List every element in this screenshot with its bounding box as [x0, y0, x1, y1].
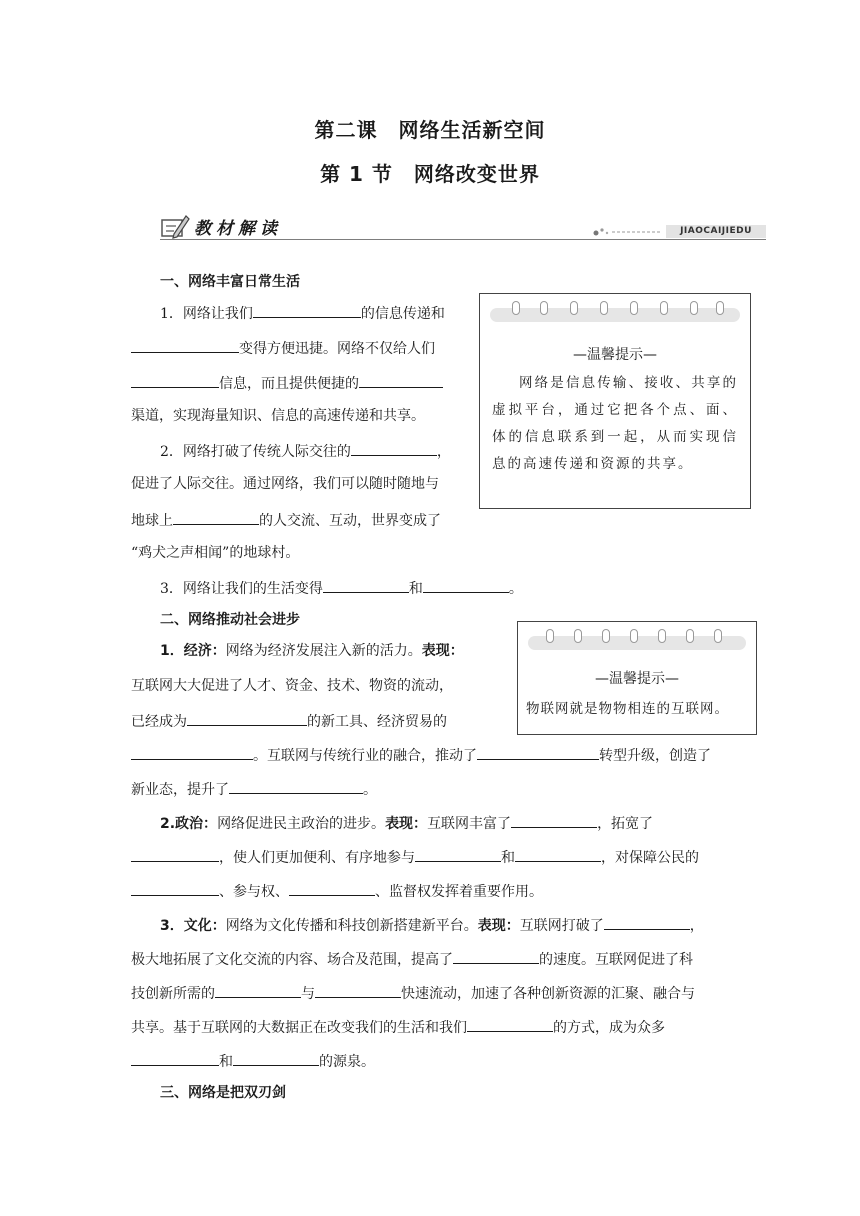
answer-blank[interactable] [187, 710, 307, 726]
culture-line3: 技创新所需的 与 快速流动，加速了各种创新资源的汇聚、融合与 [131, 982, 695, 1004]
answer-blank[interactable] [359, 372, 443, 388]
answer-blank[interactable] [131, 372, 219, 388]
tip-box-2 [517, 621, 757, 735]
tip-box-1 [479, 293, 751, 509]
answer-blank[interactable] [131, 337, 239, 353]
p2-line4: “鸡犬之声相闻”的地球村。 [131, 545, 300, 561]
tip-1-body: 网络是信息传输、接收、共享的虚拟平台，通过它把各个点、面、体的信息联系到一起，从而实现信息的高速传递和资源的共享。 [492, 375, 738, 472]
econ-line2: 互联网大大促进了人才、资金、技术、物资的流动， [131, 678, 453, 694]
p1-line3: 信息，而且提供便捷的 [131, 372, 443, 394]
p3-line1: 3．网络让我们的生活变得 和 。 [160, 577, 523, 599]
answer-blank[interactable] [233, 1050, 319, 1066]
section-title: 第 1 节 网络改变世界 [320, 162, 540, 186]
section-banner [160, 212, 766, 242]
econ-line5: 新业态，提升了 。 [131, 778, 377, 800]
answer-blank[interactable] [215, 982, 301, 998]
answer-blank[interactable] [131, 744, 253, 760]
econ-line4: 。互联网与传统行业的融合，推动了 转型升级，创造了 [131, 744, 711, 766]
answer-blank[interactable] [315, 982, 401, 998]
answer-blank[interactable] [323, 577, 409, 593]
answer-blank[interactable] [453, 948, 539, 964]
pencil-icon [160, 212, 190, 240]
politics-line1: 2.政治：网络促进民主政治的进步。表现：互联网丰富了 ，拓宽了 [160, 812, 653, 834]
spiral-binding-icon [528, 636, 746, 650]
answer-blank[interactable] [173, 509, 259, 525]
culture-line2: 极大地拓展了文化交流的内容、场合及范围，提高了 的速度。互联网促进了科 [131, 948, 693, 970]
tip-2-heading: —温馨提示— [595, 671, 679, 687]
p1-line2: 变得方便迅捷。网络不仅给人们 [131, 337, 435, 359]
part1-heading: 一、网络丰富日常生活 [160, 274, 300, 290]
answer-blank[interactable] [131, 846, 219, 862]
econ-line1: 1．经济：网络为经济发展注入新的活力。表现： [160, 643, 464, 659]
answer-blank[interactable] [131, 1050, 219, 1066]
answer-blank[interactable] [351, 440, 437, 456]
tip-2-body: 物联网就是物物相连的互联网。 [526, 701, 729, 717]
politics-line3: 、参与权、 、监督权发挥着重要作用。 [131, 880, 543, 902]
dots-decoration-icon [592, 226, 662, 236]
part2-heading: 二、网络推动社会进步 [160, 612, 300, 628]
answer-blank[interactable] [604, 914, 690, 930]
banner-divider [160, 239, 766, 240]
answer-blank[interactable] [467, 1016, 553, 1032]
answer-blank[interactable] [515, 846, 601, 862]
culture-line1: 3．文化：网络为文化传播和科技创新搭建新平台。表现：互联网打破了 ， [160, 914, 704, 936]
p1-line1: 1．网络让我们 的信息传递和 [160, 302, 445, 324]
answer-blank[interactable] [229, 778, 363, 794]
answer-blank[interactable] [423, 577, 509, 593]
banner-english: JIAOCAIJIEDU [666, 225, 766, 238]
answer-blank[interactable] [289, 880, 375, 896]
banner-label: 教材解读 [194, 219, 282, 239]
p1-line4: 渠道，实现海量知识、信息的高速传递和共享。 [131, 408, 425, 424]
lesson-title: 第二课 网络生活新空间 [314, 118, 546, 142]
politics-line2: ，使人们更加便利、有序地参与 和 ，对保障公民的 [131, 846, 699, 868]
answer-blank[interactable] [415, 846, 501, 862]
culture-line4: 共享。基于互联网的大数据正在改变我们的生活和我们 的方式，成为众多 [131, 1016, 665, 1038]
answer-blank[interactable] [253, 302, 361, 318]
p2-line1: 2．网络打破了传统人际交往的 ， [160, 440, 451, 462]
answer-blank[interactable] [511, 812, 597, 828]
answer-blank[interactable] [131, 880, 219, 896]
culture-line5: 和 的源泉。 [131, 1050, 375, 1072]
spiral-binding-icon [490, 308, 740, 322]
econ-line3: 已经成为 的新工具、经济贸易的 [131, 710, 447, 732]
tip-1-heading: —温馨提示— [573, 347, 657, 363]
p2-line3: 地球上 的人交流、互动，世界变成了 [131, 509, 441, 531]
answer-blank[interactable] [477, 744, 599, 760]
p2-line2: 促进了人际交往。通过网络，我们可以随时随地与 [131, 476, 439, 492]
part3-heading: 三、网络是把双刃剑 [160, 1085, 286, 1101]
